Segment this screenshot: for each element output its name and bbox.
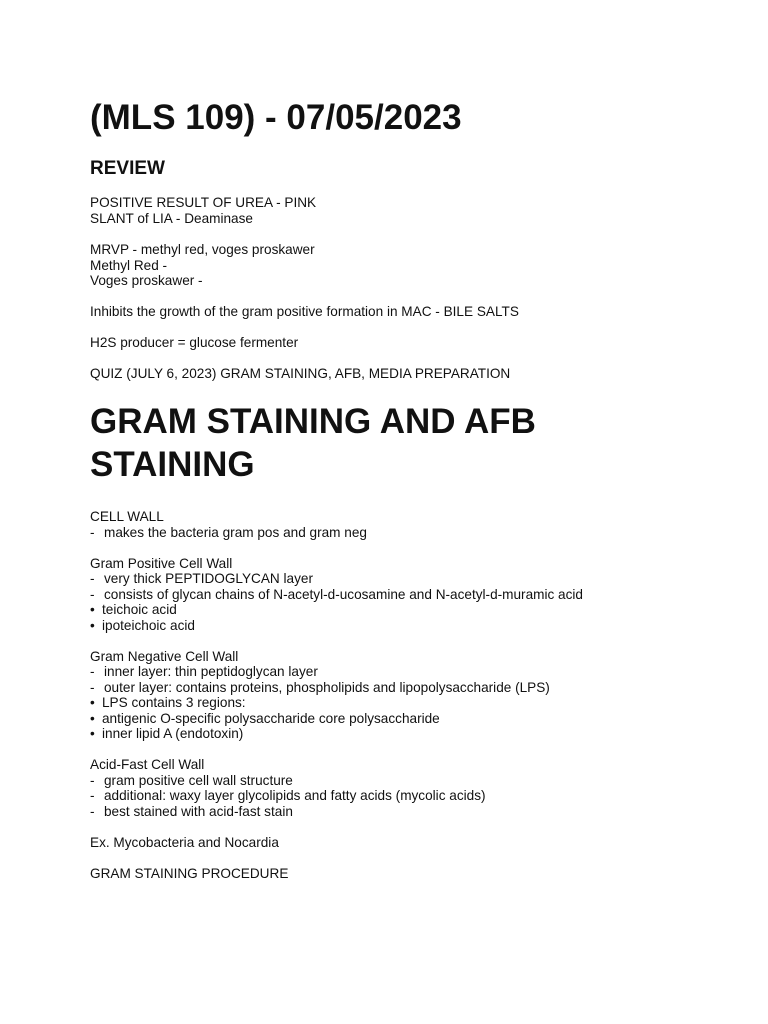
list-item: - additional: waxy layer glycolipids and fatty acids (mycolic acids)	[90, 788, 486, 803]
review-line: SLANT of LIA - Deaminase	[90, 210, 253, 226]
list-item: - consists of glycan chains of N-acetyl-d-ucosamine and N-acetyl-d-muramic acid	[90, 586, 583, 602]
section-heading-line-1: GRAM STAINING AND AFB	[90, 402, 536, 441]
review-heading: REVIEW	[90, 158, 165, 179]
dot-bullet: •	[90, 602, 95, 617]
list-item: - gram positive cell wall structure	[90, 772, 293, 788]
list-item: - inner layer: thin peptidoglycan layer	[90, 664, 318, 679]
example-text: Ex. Mycobacteria and Nocardia	[90, 834, 279, 850]
gram-positive-label: Gram Positive Cell Wall	[90, 555, 233, 571]
list-item: - makes the bacteria gram pos and gram neg	[90, 524, 367, 540]
list-item: • ipoteichoic acid	[90, 617, 195, 633]
review-line: MRVP - methyl red, voges proskawer	[90, 242, 315, 257]
list-item: - very thick PEPTIDOGLYCAN layer	[90, 571, 313, 586]
dash-bullet: -	[90, 772, 95, 788]
list-item: • inner lipid A (endotoxin)	[90, 726, 244, 741]
quiz-note: QUIZ (JULY 6, 2023) GRAM STAINING, AFB, MEDIA PREPARATION	[90, 366, 511, 381]
dash-bullet: -	[90, 664, 95, 679]
list-item: • LPS contains 3 regions:	[90, 695, 246, 710]
review-line: Methyl Red -	[90, 257, 168, 273]
dash-bullet: -	[90, 571, 95, 586]
dot-bullet: •	[90, 726, 95, 741]
dash-bullet: -	[90, 586, 95, 602]
gram-negative-label: Gram Negative Cell Wall	[90, 648, 239, 664]
dash-bullet: -	[90, 788, 95, 803]
dot-bullet: •	[90, 710, 95, 726]
dash-bullet: -	[90, 524, 95, 540]
review-line: Voges proskawer -	[90, 273, 203, 288]
dot-bullet: •	[90, 695, 95, 710]
cell-wall-label: CELL WALL	[90, 509, 164, 524]
review-line: H2S producer = glucose fermenter	[90, 335, 299, 350]
page-title: (MLS 109) - 07/05/2023	[90, 98, 462, 137]
dash-bullet: -	[90, 679, 95, 695]
list-item: - outer layer: contains proteins, phospholipids and lipopolysaccharide (LPS)	[90, 679, 550, 695]
review-line: POSITIVE RESULT OF UREA - PINK	[90, 195, 317, 210]
section-heading	[90, 400, 710, 486]
list-item: - best stained with acid-fast stain	[90, 803, 293, 819]
review-line: Inhibits the growth of the gram positive formation in MAC - BILE SALTS	[90, 304, 519, 319]
list-item: • antigenic O-specific polysaccharide core polysaccharide	[90, 710, 440, 726]
acid-fast-label: Acid-Fast Cell Wall	[90, 757, 205, 772]
dot-bullet: •	[90, 617, 95, 633]
section-heading-line-2: STAINING	[90, 445, 255, 484]
procedure-heading: GRAM STAINING PROCEDURE	[90, 865, 289, 881]
dash-bullet: -	[90, 803, 95, 819]
list-item: • teichoic acid	[90, 602, 177, 617]
